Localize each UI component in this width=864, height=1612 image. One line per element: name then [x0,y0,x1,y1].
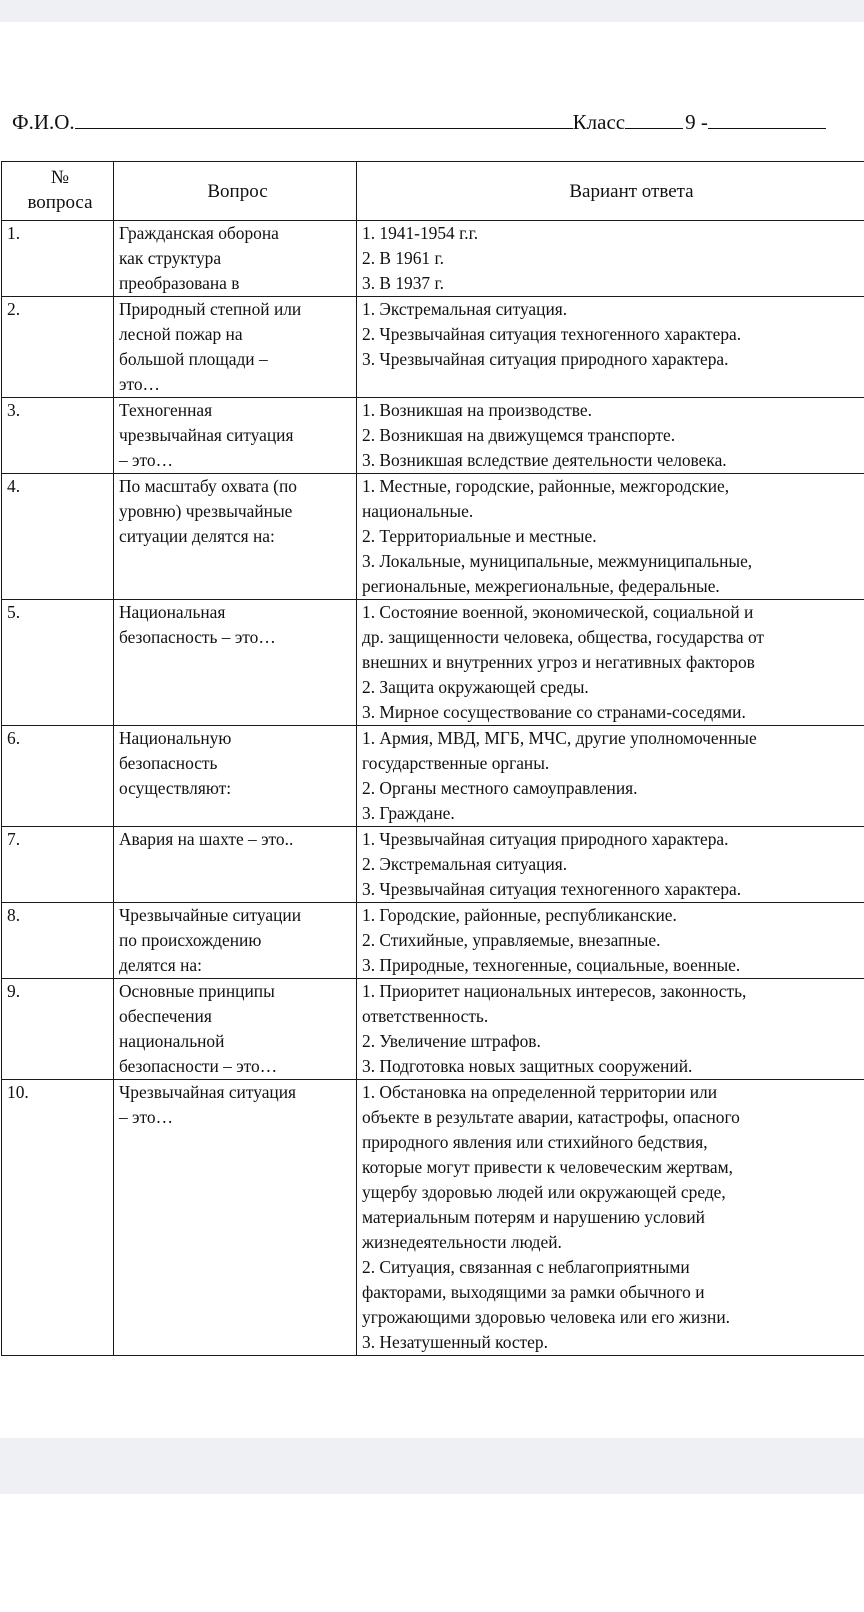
question-text [114,903,357,979]
question-line: Природный степной или [119,299,302,319]
question-text [114,979,357,1080]
question-text [114,221,357,297]
answer-line: 2. Ситуация, связанная с неблагоприятными [362,1257,690,1277]
question-line: – это… [119,1107,173,1127]
top-band [0,0,864,22]
column-header-number-line2: вопроса [27,192,93,213]
answer-options [357,398,864,474]
answer-line: 2. Экстремальная ситуация. [362,854,568,874]
question-line: уровню) чрезвычайные [119,501,293,521]
answer-options [357,221,864,297]
question-line: преобразована в [119,273,240,293]
answer-line: объекте в результате аварии, катастрофы, опасного [362,1107,740,1127]
answer-line: ответственность. [362,1006,489,1026]
question-number: 5. [2,600,114,726]
answer-line: жизнедеятельности людей. [362,1232,562,1252]
document-page [0,22,864,1438]
answer-line: 2. В 1961 г. [362,248,444,268]
table-row [2,398,864,474]
question-line: чрезвычайная ситуация [119,425,294,445]
class-label: Класс [572,110,626,134]
question-number: 4. [2,474,114,600]
question-line: делятся на: [119,955,202,975]
question-number: 3. [2,398,114,474]
answer-line: 2. Возникшая на движущемся транспорте. [362,425,676,445]
class-letter-blank[interactable] [708,110,826,129]
class-blank[interactable] [625,110,683,129]
bottom-band [0,1438,864,1494]
question-number: 10. [2,1080,114,1356]
answer-options [357,474,864,600]
question-line: обеспечения [119,1006,212,1026]
table-row [2,979,864,1080]
column-header-question: Вопрос [114,162,357,221]
table-row [2,474,864,600]
answer-line: 3. Локальные, муниципальные, межмуниципальные, [362,551,753,571]
table-row [2,297,864,398]
table-row [2,903,864,979]
table-row [2,221,864,297]
answer-line: 3. Природные, техногенные, социальные, военные. [362,955,741,975]
answer-line: национальные. [362,501,474,521]
table-row [2,827,864,903]
question-number: 6. [2,726,114,827]
answer-line: др. защищенности человека, общества, государства от [362,627,765,647]
question-number: 7. [2,827,114,903]
question-text [114,398,357,474]
answer-options [357,297,864,398]
question-line: по происхождению [119,930,262,950]
question-line: как структура [119,248,222,268]
answer-line: 1. Местные, городские, районные, межгородские, [362,476,730,496]
answer-options [357,827,864,903]
answer-options [357,600,864,726]
answer-line: 2. Защита окружающей среды. [362,677,589,697]
answer-line: материальным потерям и нарушению условий [362,1207,705,1227]
answer-line: 1. 1941-1954 г.г. [362,223,479,243]
answer-line: региональные, межрегиональные, федеральные. [362,576,720,596]
question-line: ситуации делятся на: [119,526,275,546]
quiz-table [1,161,864,1356]
question-line: Чрезвычайные ситуации [119,905,302,925]
answer-line: 2. Стихийные, управляемые, внезапные. [362,930,661,950]
table-row [2,600,864,726]
question-text [114,297,357,398]
question-line: Гражданская оборона [119,223,279,243]
answer-line: 3. Чрезвычайная ситуация техногенного характера. [362,879,742,899]
answer-options [357,726,864,827]
question-line: безопасности – это… [119,1056,278,1076]
question-text [114,1080,357,1356]
question-line: По масштабу охвата (по [119,476,297,496]
answer-line: внешних и внутренних угроз и негативных факторов [362,652,755,672]
question-line: Техногенная [119,400,213,420]
answer-options [357,903,864,979]
answer-line: 3. Граждане. [362,803,455,823]
answer-line: 1. Состояние военной, экономической, социальной и [362,602,754,622]
answer-line: 2. Увеличение штрафов. [362,1031,541,1051]
answer-line: которые могут привести к человеческим жертвам, [362,1157,733,1177]
question-line: большой площади – [119,349,268,369]
question-text [114,726,357,827]
name-label: Ф.И.О. [12,110,75,134]
question-line: национальной [119,1031,225,1051]
name-blank[interactable] [75,110,573,129]
quiz-table-body [2,221,864,1356]
table-row [2,726,864,827]
question-line: Национальную [119,728,232,748]
question-number: 9. [2,979,114,1080]
question-line: безопасность [119,753,218,773]
answer-line: 2. Территориальные и местные. [362,526,597,546]
table-header-row [2,162,864,221]
question-text [114,827,357,903]
answer-line: природного явления или стихийного бедствия, [362,1132,708,1152]
answer-line: 1. Армия, МВД, МГБ, МЧС, другие уполномоченные [362,728,757,748]
answer-line: 1. Чрезвычайная ситуация природного характера. [362,829,729,849]
question-line: – это… [119,450,173,470]
answer-options [357,979,864,1080]
question-text [114,600,357,726]
question-line: Чрезвычайная ситуация [119,1082,297,1102]
answer-line: 3. Чрезвычайная ситуация природного характера. [362,349,729,369]
answer-line: 1. Обстановка на определенной территории или [362,1082,718,1102]
table-row [2,1080,864,1356]
answer-line: 1. Приоритет национальных интересов, законность, [362,981,747,1001]
question-line: осуществляют: [119,778,232,798]
answer-line: государственные органы. [362,753,550,773]
answer-line: 1. Возникшая на производстве. [362,400,592,420]
header-line [12,110,826,133]
answer-line: 2. Чрезвычайная ситуация техногенного характера. [362,324,742,344]
question-line: безопасность – это… [119,627,276,647]
question-line: это… [119,374,160,394]
answer-line: 3. Подготовка новых защитных сооружений. [362,1056,693,1076]
answer-options [357,1080,864,1356]
question-line: лесной пожар на [119,324,243,344]
answer-line: 1. Городские, районные, республиканские. [362,905,677,925]
question-line: Основные принципы [119,981,275,1001]
answer-line: 1. Экстремальная ситуация. [362,299,568,319]
question-number: 1. [2,221,114,297]
column-header-number [2,162,114,221]
answer-line: ущербу здоровью людей или окружающей среде, [362,1182,726,1202]
question-number: 2. [2,297,114,398]
answer-line: 2. Органы местного самоуправления. [362,778,638,798]
column-header-number-line1: № [50,167,70,188]
answer-line: 3. Незатушенный костер. [362,1332,548,1352]
answer-line: факторами, выходящими за рамки обычного и [362,1282,705,1302]
question-line: Авария на шахте – это.. [119,829,294,849]
column-header-answer: Вариант ответа [357,162,864,221]
question-line: Национальная [119,602,226,622]
question-text [114,474,357,600]
answer-line: 3. Мирное сосуществование со странами-соседями. [362,702,746,722]
answer-line: 3. Возникшая вследствие деятельности человека. [362,450,727,470]
answer-line: угрожающими здоровью человека или его жизни. [362,1307,731,1327]
question-number: 8. [2,903,114,979]
class-number: 9 - [685,110,708,134]
answer-line: 3. В 1937 г. [362,273,444,293]
